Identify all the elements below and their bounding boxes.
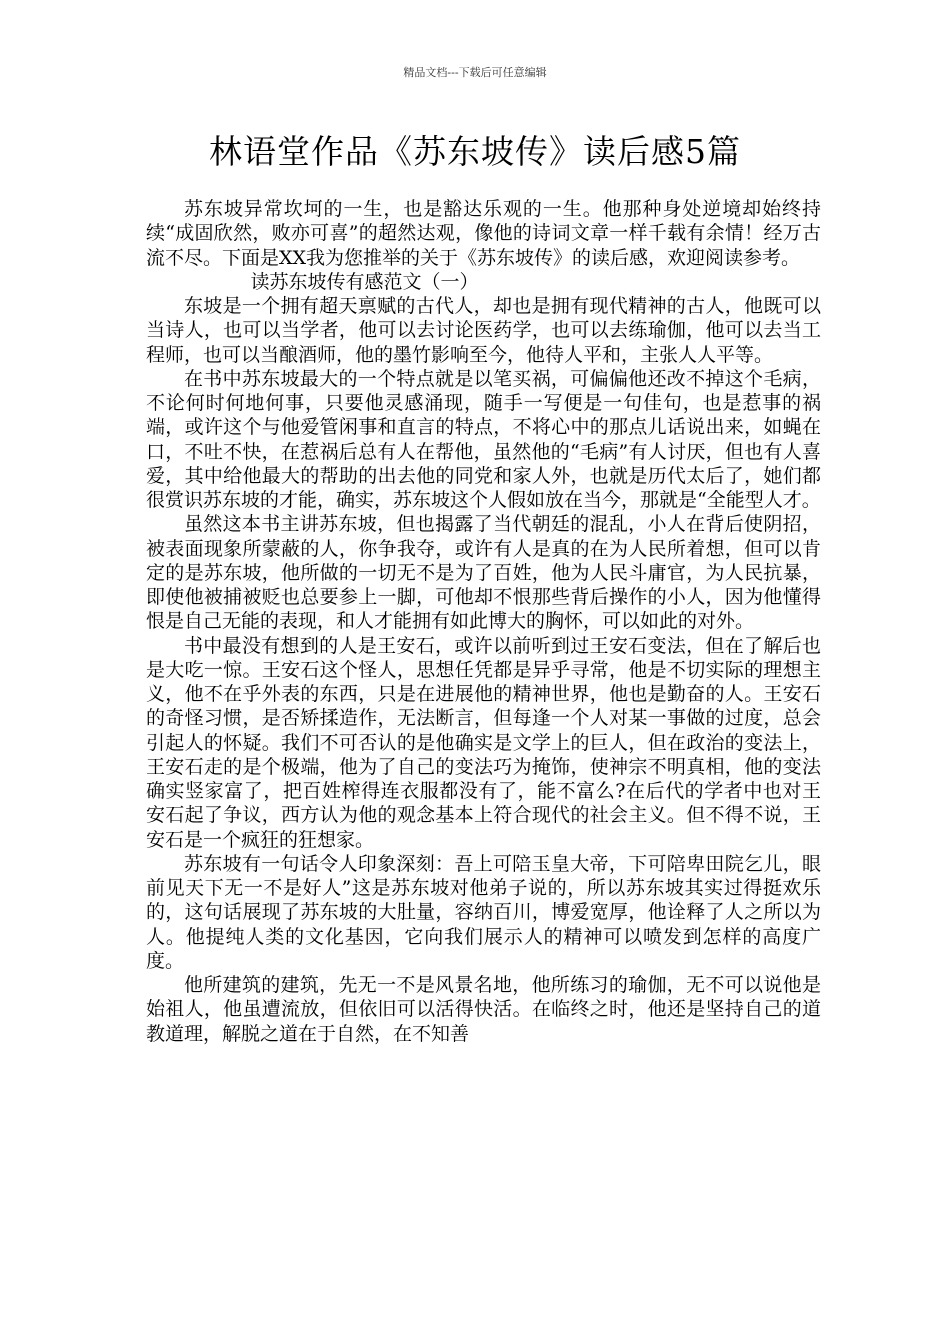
- document-body: [146, 197, 821, 1046]
- body-paragraph: 书中最没有想到的人是王安石，或许以前听到过王安石变法，但在了解后也是大吃一惊。王安石这个怪人，思想任凭都是异乎寻常，他是不切实际的理想主义，他不在乎外表的东西，只是在进展他的精神世界，他也是勤奋的人。王安石的奇怪习惯，是否矫揉造作，无法断言，但每逢一个人对某一事做的过度，总会引起人的怀疑。我们不可否认的是他确实是文学上的巨人，但在政治的变法上，王安石走的是个极端，他为了自己的变法巧为掩饰，使神宗不明真相，他的变法确实竖家富了，把百姓榨得连衣服都没有了，能不富么?在后代的学者中也对王安石起了争议，西方认为他的观念基本上符合现代的社会主义。但不得不说，王安石是一个疯狂的狂想家。: [146, 634, 821, 851]
- document-title: 林语堂作品《苏东坡传》读后感5篇: [209, 132, 741, 171]
- section-heading: 读苏东坡传有感范文（一）: [250, 270, 479, 293]
- page-header: 精品文档---下载后可任意编辑: [403, 66, 547, 79]
- intro-paragraph: 苏东坡异常坎坷的一生，也是豁达乐观的一生。他那种身处逆境却始终持续“成固欣然，败亦可喜”的超然达观，像他的诗词文章一样千载有余情！经万古流不尽。下面是XX我为您推举的关于《苏东坡传》的读后感，欢迎阅读参考。: [146, 198, 821, 269]
- body-paragraph: 虽然这本书主讲苏东坡，但也揭露了当代朝廷的混乱，小人在背后使阴招，被表面现象所蒙蔽的人，你争我夺，或许有人是真的在为人民所着想，但可以肯定的是苏东坡，他所做的一切无不是为了百姓，他为人民斗庸官，为人民抗暴，即使他被捕被贬也总要参上一脚，可他却不恨那些背后操作的小人，因为他懂得恨是自己无能的表现，和人才能拥有如此博大的胸怀，可以如此的对外。: [146, 513, 821, 633]
- body-paragraph: 他所建筑的建筑，先无一不是风景名地，他所练习的瑜伽，无不可以说他是始祖人，他虽遭流放，但依旧可以活得快活。在临终之时，他还是坚持自己的道教道理，解脱之道在于自然，在不知善: [146, 974, 821, 1045]
- body-paragraph: 在书中苏东坡最大的一个特点就是以笔买祸，可偏偏他还改不掉这个毛病，不论何时何地何事，只要他灵感涌现，随手一写便是一句佳句，也是惹事的祸端，或许这个与他爱管闲事和直言的特点，不将心中的那点儿话说出来，如蝇在口，不吐不快，在惹祸后总有人在帮他，虽然他的“毛病”有人讨厌，但也有人喜爱，其中给他最大的帮助的出去他的同党和家人外，也就是历代太后了，她们都很赏识苏东坡的才能，确实，苏东坡这个人假如放在当今，那就是“全能型人才。: [146, 367, 821, 511]
- body-paragraph: 东坡是一个拥有超天禀赋的古代人，却也是拥有现代精神的古人，他既可以当诗人，也可以当学者，他可以去讨论医药学，也可以去练瑜伽，他可以去当工程师，也可以当酿酒师，他的墨竹影响至今，他待人平和，主张人人平等。: [146, 295, 821, 366]
- body-paragraph: 苏东坡有一句话令人印象深刻：吾上可陪玉皇大帝，下可陪卑田院乞儿，眼前见天下无一不是好人”这是苏东坡对他弟子说的，所以苏东坡其实过得挺欢乐的，这句话展现了苏东坡的大肚量，容纳百川，博爱宽厚，他诠释了人之所以为人。他提纯人类的文化基因，它向我们展示人的精神可以喷发到怎样的高度广度。: [146, 852, 821, 972]
